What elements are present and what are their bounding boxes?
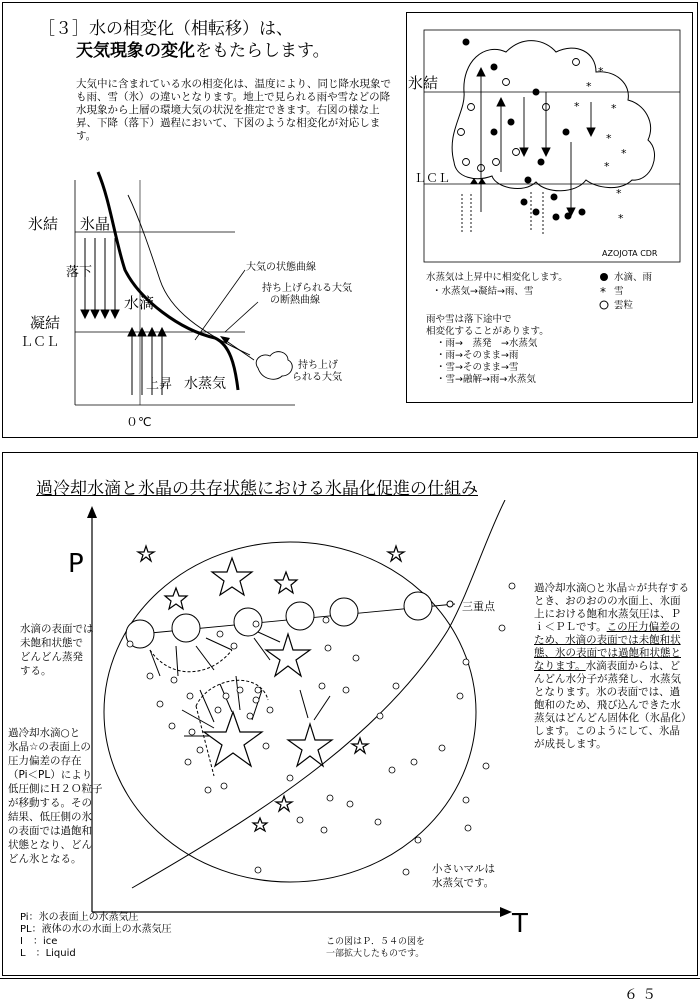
adiabat-curve (128, 195, 250, 355)
fall-item: ・雨→そのまま→雨 (436, 350, 519, 361)
annot-parcel-1: 持ち上げ (298, 360, 338, 371)
svg-text:*: * (586, 80, 592, 93)
left-note-1 (20, 622, 94, 677)
legend-snow-icon: * (600, 285, 606, 299)
subheading-rest: をもたらします。 (195, 41, 330, 61)
fall-item: ・雨→ 蒸発 →水蒸気 (436, 338, 538, 349)
source-note: この図はＰ．５４の図を (326, 937, 426, 947)
note-line: 氷晶☆の表面上の (8, 741, 91, 753)
annot-parcel-2: られる大気 (292, 372, 342, 383)
svg-text:*: * (621, 147, 627, 160)
label-zero-degree: ０℃ (126, 415, 152, 429)
note-line: どん氷となる。 (8, 853, 82, 865)
legend-cloud-icon (600, 301, 608, 309)
note-line: どんどん蒸発 (20, 651, 83, 663)
note-line: 過冷却水滴○と (8, 727, 81, 739)
label-lcl: ＬＣＬ (414, 171, 451, 185)
dashed-arc (150, 650, 232, 672)
legend-rain-icon (600, 273, 608, 281)
svg-text:*: * (598, 65, 604, 78)
air-parcel-icon (256, 352, 292, 380)
symbol-legend (20, 910, 172, 959)
svg-text:*: * (604, 160, 610, 173)
note-line: 未飽和状態で (20, 637, 83, 649)
note-line: 低圧側にＨ２Ｏ粒子 (8, 783, 103, 795)
annot-adiabat-2: の断熱曲線 (270, 295, 320, 306)
explanation-part-a: 過冷却水滴○と氷晶☆が共存するとき、おのおのの水面上、氷面上における飽和水蒸気圧は、Ｐｉ＜ＰＬです。 (534, 582, 690, 633)
page-number: ６５ (624, 987, 660, 1003)
note-line: が移動する。その (8, 797, 92, 809)
svg-text:*: * (616, 187, 622, 200)
label-fall: 落下 (66, 265, 93, 280)
label-freeze: 氷結 (28, 215, 59, 233)
section-subheading (76, 36, 330, 61)
legend-path: ・水蒸気→凝結→雨、雪 (432, 286, 534, 297)
label-freeze: 氷結 (408, 74, 439, 92)
fall-item: ・雪→そのまま→雪 (436, 362, 519, 373)
svg-text:*: * (574, 100, 580, 113)
ice-crystal-stars (138, 546, 404, 831)
svg-text:*: * (611, 102, 617, 115)
fall-intro-1: 雨や雪は落下途中で (426, 314, 512, 325)
legend-line: PL：液体の水の水面上の水蒸気圧 (20, 924, 172, 935)
annot-state-curve: 大気の状態曲線 (246, 262, 316, 273)
legend-cloud: 雲粒 (614, 300, 634, 311)
note-line: 状態となり、どん (8, 839, 92, 851)
label-lcl: ＬＣＬ (20, 335, 60, 350)
legend-line: L ：Liquid (20, 948, 76, 959)
left-note-2 (8, 726, 103, 865)
axis-label-t: T (512, 909, 528, 939)
fall-intro-2: 相変化することがあります。 (426, 326, 549, 337)
note-line: 水滴の表面では (20, 623, 94, 635)
explanation-part-c: 水滴表面からは、どんどん水分子が蒸発し、水蒸気となります。氷の表面では、過飽和のため、飛び込んできた水蒸気はどんどん固体化（氷晶化）します。このようにして、氷晶が成長します。 (534, 660, 687, 750)
axis-label-p: P (68, 549, 84, 579)
t-axis-arrowhead (500, 907, 512, 917)
annot-adiabat-1: 持ち上げられる大気 (262, 283, 352, 294)
phase-profile-diagram (0, 160, 400, 438)
note-line: 圧力偏差の存在 (8, 755, 82, 767)
explanation-paragraph (534, 582, 690, 751)
triple-point-label: 三重点 (462, 600, 495, 613)
dashed-arrows (462, 192, 543, 234)
label-condense: 凝結 (30, 314, 61, 332)
snow-marks (574, 65, 627, 225)
label-droplet: 水滴 (124, 294, 155, 312)
legend-intro: 水蒸気は上昇中に相変化します。 (426, 272, 568, 283)
figure-title: 過冷却水滴と氷晶の共存状態における氷晶化促進の仕組み (36, 479, 478, 499)
source-note: 一部拡大したものです。 (326, 949, 425, 959)
svg-text:*: * (606, 132, 612, 145)
vapor-arrows (150, 632, 330, 736)
credit-text: AZOJOTA CDR (602, 249, 658, 258)
triple-point-marker (447, 601, 453, 607)
cloud-diagram (406, 12, 694, 404)
legend-line: Pi：氷の表面上の水蒸気圧 (20, 912, 139, 923)
legend-line: I ：ice (20, 936, 58, 947)
explanation-part-b: この圧力偏差のため、水滴の表面では未飽和状態、氷の表面では過飽和状態となります。 (534, 621, 681, 672)
legend-rain: 水滴、雨 (614, 272, 653, 283)
label-ice-crystal: 氷晶 (80, 215, 111, 233)
leader-state-curve (195, 270, 245, 340)
state-curve (98, 172, 238, 390)
svg-text:*: * (618, 212, 624, 225)
footer-rule (0, 978, 700, 979)
leader-adiabat (225, 302, 258, 332)
label-rise: 上昇 (146, 377, 173, 392)
legend-snow: 雪 (614, 286, 624, 297)
cloud-droplet-circles (458, 59, 580, 172)
intro-paragraph: 大気中に含まれている水の相変化は、温度により、同じ降水現象でも雨、雪（氷）の違いとなります。地上で見られる雨や雪などの降水現象から上層の環境大気の状況を推定できます。右図の様な上昇、下降（落下）過程において、下図のような相変化が対応します。 (76, 78, 391, 142)
fall-item: ・雪→融解→雨→水蒸気 (436, 374, 536, 385)
emphasis-text: 天気現象の変化 (76, 41, 195, 61)
section-heading: ［３］水の相変化（相転移）は、 (38, 19, 293, 39)
note-line: の表面では過飽和 (8, 825, 92, 837)
small-circle-note: 小さいマルは (432, 863, 495, 875)
note-line: 結果、低圧側の氷 (8, 811, 92, 823)
p-axis-arrowhead (87, 506, 97, 518)
label-vapor: 水蒸気 (184, 376, 226, 392)
note-line: （Pi＜PL）により (8, 769, 93, 781)
small-circle-note: 水蒸気です。 (432, 877, 495, 889)
note-line: する。 (20, 665, 52, 677)
